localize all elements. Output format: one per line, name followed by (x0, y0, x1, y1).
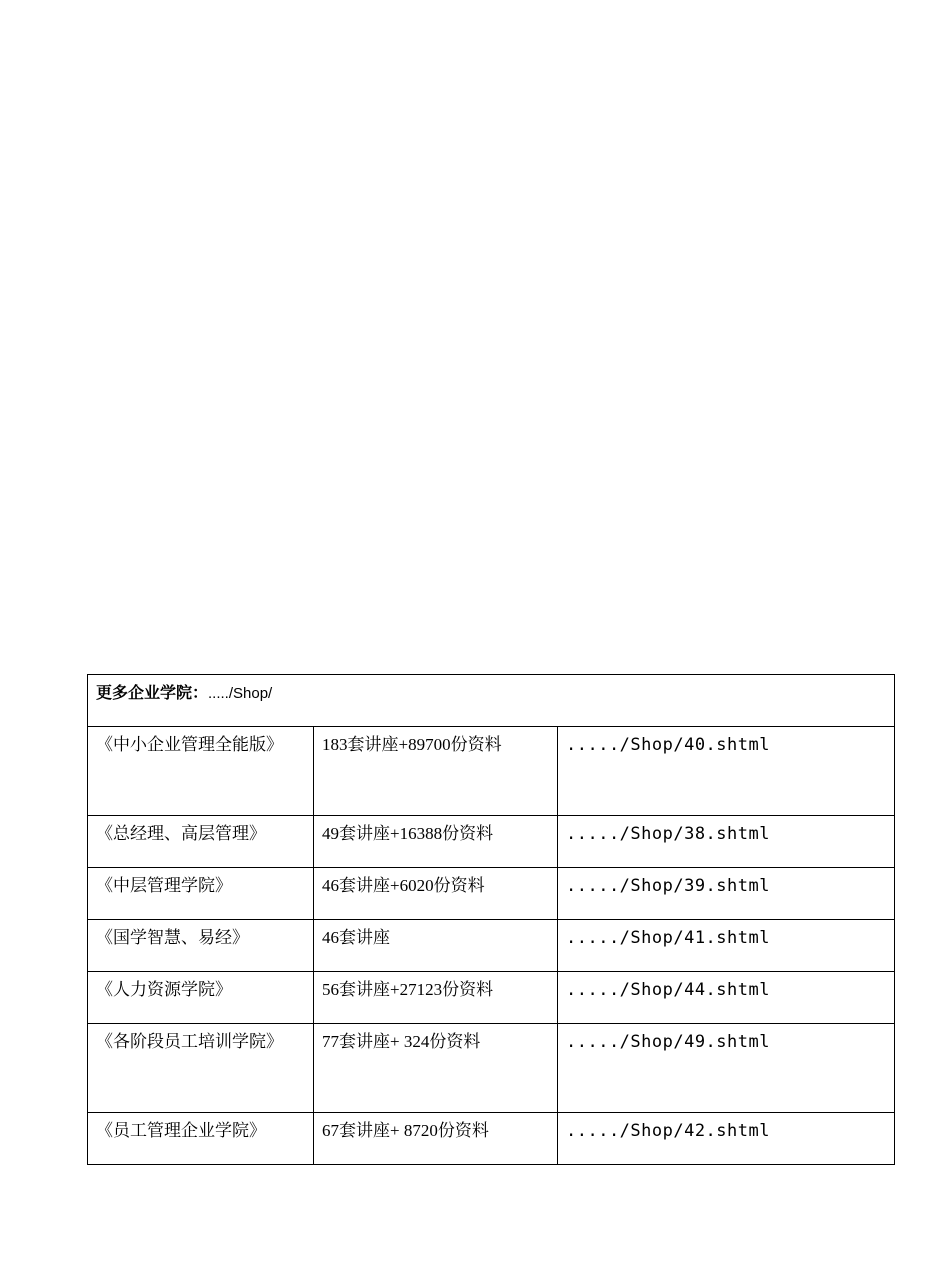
header-cell (88, 675, 895, 727)
table-row (88, 727, 895, 816)
row-name: 《总经理、高层管理》 (88, 816, 314, 868)
table-row (88, 920, 895, 972)
table-row (88, 1024, 895, 1113)
row-name: 《人力资源学院》 (88, 972, 314, 1024)
academy-table (87, 674, 895, 1165)
row-desc: 77套讲座+ 324份资料 (314, 1024, 558, 1113)
row-link[interactable]: ...../Shop/39.shtml (558, 868, 895, 920)
row-link[interactable]: ...../Shop/49.shtml (558, 1024, 895, 1113)
row-name: 《中层管理学院》 (88, 868, 314, 920)
row-desc: 49套讲座+16388份资料 (314, 816, 558, 868)
row-name: 《员工管理企业学院》 (88, 1113, 314, 1165)
row-desc: 46套讲座 (314, 920, 558, 972)
table-header-row (88, 675, 895, 727)
table-row (88, 972, 895, 1024)
table-row (88, 1113, 895, 1165)
table-row (88, 816, 895, 868)
header-label: 更多企业学院： (96, 683, 209, 702)
row-desc: 56套讲座+27123份资料 (314, 972, 558, 1024)
row-desc: 183套讲座+89700份资料 (314, 727, 558, 816)
row-link[interactable]: ...../Shop/42.shtml (558, 1113, 895, 1165)
row-desc: 46套讲座+6020份资料 (314, 868, 558, 920)
row-name: 《国学智慧、易经》 (88, 920, 314, 972)
row-link[interactable]: ...../Shop/38.shtml (558, 816, 895, 868)
row-name: 《各阶段员工培训学院》 (88, 1024, 314, 1113)
table-row (88, 868, 895, 920)
row-link[interactable]: ...../Shop/44.shtml (558, 972, 895, 1024)
row-name: 《中小企业管理全能版》 (88, 727, 314, 816)
row-link[interactable]: ...../Shop/40.shtml (558, 727, 895, 816)
row-link[interactable]: ...../Shop/41.shtml (558, 920, 895, 972)
header-url[interactable]: ...../Shop/ (208, 685, 273, 702)
row-desc: 67套讲座+ 8720份资料 (314, 1113, 558, 1165)
